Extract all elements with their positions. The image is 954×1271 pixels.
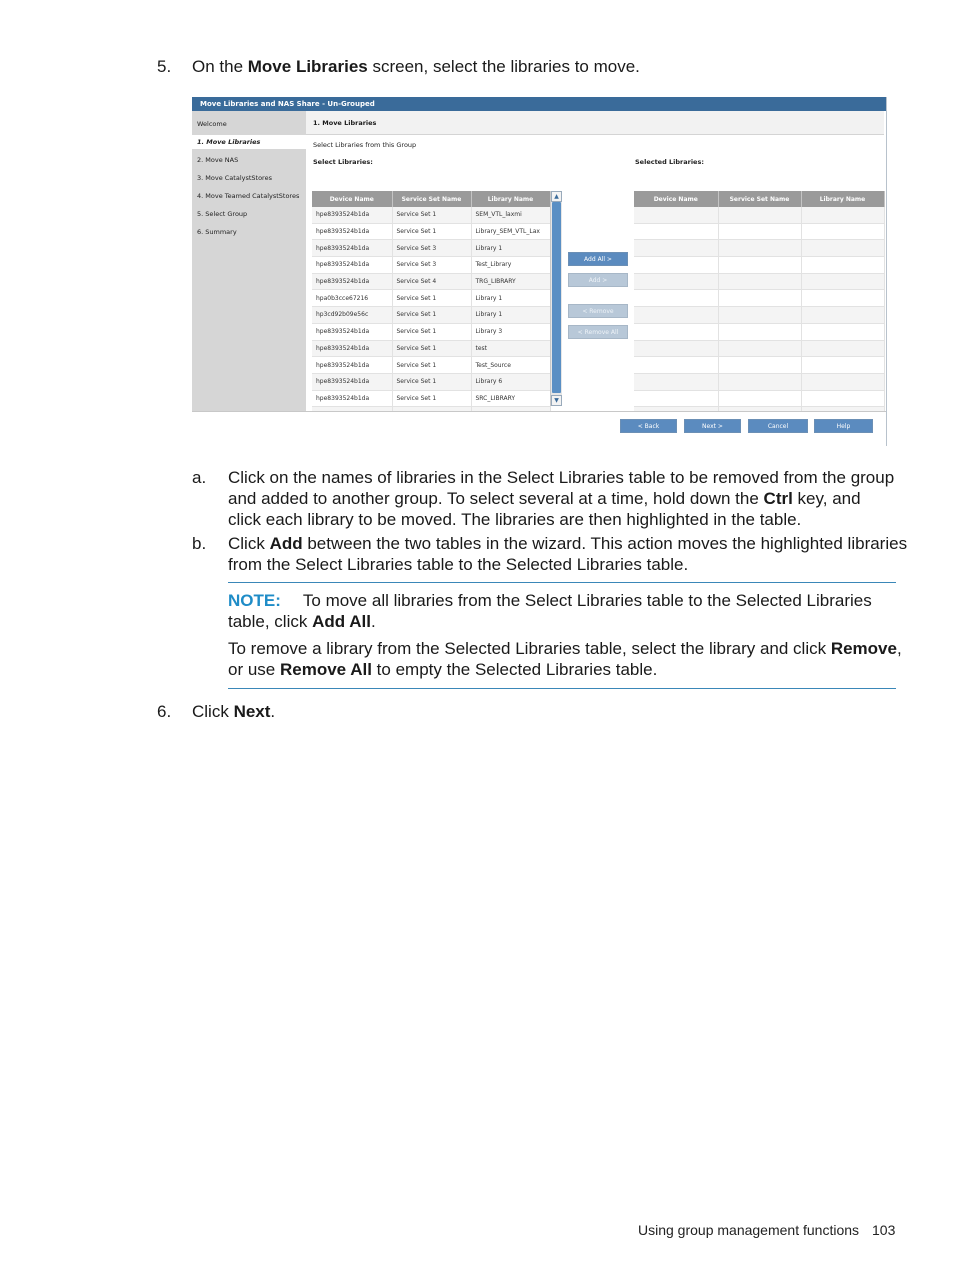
table-cell[interactable]: Library 3 (471, 323, 550, 340)
empty-table-row (634, 223, 884, 240)
table-cell[interactable]: Service Set 1 (392, 290, 471, 307)
substep-line: click each library to be moved. The libraries are then highlighted in the table. (228, 510, 802, 529)
empty-table-row (634, 323, 884, 340)
table-cell (718, 307, 801, 324)
table-cell[interactable]: Service Set 1 (392, 307, 471, 324)
text: , (896, 639, 902, 658)
column-header[interactable]: Library Name (801, 191, 884, 207)
table-cell (718, 340, 801, 357)
empty-table-row (634, 290, 884, 307)
table-cell (801, 290, 884, 307)
nav-item-summary[interactable]: 6. Summary (197, 228, 237, 236)
table-cell (634, 357, 718, 374)
remove-button[interactable]: < Remove (568, 304, 628, 318)
add-all-button[interactable]: Add All > (568, 252, 628, 266)
ui-term: Remove All (279, 660, 372, 679)
table-cell (801, 273, 884, 290)
table-cell (801, 373, 884, 390)
text: On the (192, 57, 248, 76)
column-header[interactable]: Service Set Name (718, 191, 801, 207)
table-cell[interactable]: Test_Source (471, 357, 550, 374)
empty-table-row (634, 390, 884, 407)
table-cell[interactable]: Library 6 (471, 373, 550, 390)
ui-term: Remove (830, 639, 897, 658)
substep-line: from the Select Libraries table to the Selected Libraries table. (228, 555, 689, 574)
nav-item-move-nas[interactable]: 2. Move NAS (197, 156, 239, 164)
table-row[interactable] (312, 357, 550, 374)
table-cell[interactable]: hpe8393524b1da (312, 207, 392, 223)
key-name: Ctrl (763, 489, 793, 508)
select-libraries-table (312, 191, 551, 424)
table-cell[interactable]: Service Set 1 (392, 207, 471, 223)
wizard-main (306, 111, 884, 411)
table-cell (718, 223, 801, 240)
column-header[interactable]: Service Set Name (392, 191, 471, 207)
text: and added to another group. To select several at a time, hold down the (228, 489, 764, 508)
note-line (228, 611, 376, 632)
table-cell (718, 323, 801, 340)
empty-table-row (634, 257, 884, 274)
table-cell[interactable]: Service Set 4 (392, 273, 471, 290)
table-cell[interactable]: hpe8393524b1da (312, 323, 392, 340)
substep-line: Click on the names of libraries in the Select Libraries table to be removed from the group (228, 468, 895, 487)
scroll-up-icon[interactable]: ▲ (551, 191, 562, 202)
table-row[interactable] (312, 257, 550, 274)
note-label: NOTE: (228, 591, 281, 610)
footer-section-title: Using group management functions (638, 1222, 860, 1238)
nav-item-welcome[interactable]: Welcome (197, 120, 227, 128)
note-line (228, 638, 902, 659)
table-row[interactable] (312, 340, 550, 357)
table-cell[interactable]: hpe8393524b1da (312, 240, 392, 257)
text: . (370, 612, 376, 631)
table-scrollbar[interactable] (550, 191, 562, 406)
wizard-screenshot (192, 97, 887, 446)
text: . (270, 702, 276, 721)
table-cell[interactable]: Service Set 1 (392, 390, 471, 407)
next-button[interactable]: Next > (684, 419, 741, 433)
text: Click (192, 702, 234, 721)
help-button[interactable]: Help (814, 419, 873, 433)
table-cell (718, 240, 801, 257)
wizard-step-heading: 1. Move Libraries (306, 111, 884, 135)
table-cell[interactable]: hpe8393524b1da (312, 390, 392, 407)
empty-table-row (634, 307, 884, 324)
empty-table-row (634, 340, 884, 357)
table-cell (634, 207, 718, 223)
nav-item-move-catalyststores[interactable]: 3. Move CatalystStores (197, 174, 272, 182)
step-text (192, 701, 275, 722)
table-cell[interactable]: Service Set 1 (392, 357, 471, 374)
table-cell (634, 373, 718, 390)
ui-term: Add (269, 534, 303, 553)
table-cell (634, 307, 718, 324)
text: Click (228, 534, 270, 553)
table-cell (801, 323, 884, 340)
table-cell (718, 207, 801, 223)
text: key, and (792, 489, 861, 508)
step-number: 6. (157, 702, 172, 721)
table-cell[interactable]: SEM_VTL_laxmi (471, 207, 550, 223)
table-cell (634, 273, 718, 290)
table-row[interactable] (312, 207, 550, 223)
table-cell (801, 240, 884, 257)
step-number: 5. (157, 57, 172, 76)
back-button[interactable]: < Back (620, 419, 677, 433)
wizard-title: Move Libraries and NAS Share - Un-Grouped (192, 97, 886, 111)
nav-item-select-group[interactable]: 5. Select Group (197, 210, 248, 218)
table-cell[interactable]: hpa0b3cce67216 (312, 290, 392, 307)
table-cell[interactable]: TRG_LIBRARY (471, 273, 550, 290)
text: To remove a library from the Selected Libraries table, select the library and click (228, 639, 831, 658)
note-line (228, 659, 657, 680)
table-cell (718, 357, 801, 374)
table-cell[interactable]: Library_SEM_VTL_Lax (471, 223, 550, 240)
table-cell (718, 390, 801, 407)
table-cell[interactable]: Service Set 3 (392, 257, 471, 274)
text: To move all libraries from the Select Libraries table to the Selected Libraries (302, 591, 872, 610)
table-cell[interactable]: test (471, 340, 550, 357)
table-cell[interactable]: hp3cd92b09e56c (312, 307, 392, 324)
table-cell (801, 257, 884, 274)
table-cell (634, 323, 718, 340)
scroll-thumb[interactable] (552, 202, 561, 393)
column-header[interactable]: Device Name (312, 191, 392, 207)
note-box (228, 582, 902, 689)
table-cell[interactable]: hpe8393524b1da (312, 273, 392, 290)
substep-line (228, 488, 861, 509)
table-cell (801, 357, 884, 374)
text: table, click (228, 612, 313, 631)
nav-item-move-libraries[interactable]: 1. Move Libraries (192, 135, 306, 149)
table-cell (801, 307, 884, 324)
table-cell (718, 273, 801, 290)
table-row[interactable] (312, 290, 550, 307)
empty-table-row (634, 373, 884, 390)
ui-term: Add All (312, 612, 371, 631)
table-cell (718, 373, 801, 390)
table-cell (634, 340, 718, 357)
table-cell (718, 290, 801, 307)
nav-item-move-teamed-catalyststores[interactable]: 4. Move Teamed CatalystStores (197, 192, 300, 200)
table-row[interactable] (312, 223, 550, 240)
table-cell (801, 340, 884, 357)
text: between the two tables in the wizard. This action moves the highlighted libraries (302, 534, 908, 553)
empty-table-row (634, 240, 884, 257)
selected-libraries-label: Selected Libraries: (635, 158, 704, 166)
ui-term: Move Libraries (247, 57, 368, 76)
table-row[interactable] (312, 240, 550, 257)
text: to empty the Selected Libraries table. (371, 660, 658, 679)
table-row[interactable] (312, 323, 550, 340)
column-header[interactable]: Device Name (634, 191, 718, 207)
select-libraries-label: Select Libraries: (313, 158, 373, 166)
substep-line (228, 533, 907, 554)
table-cell[interactable]: Service Set 3 (392, 240, 471, 257)
cancel-button[interactable]: Cancel (748, 419, 808, 433)
table-cell[interactable]: hpe8393524b1da (312, 357, 392, 374)
table-cell (634, 257, 718, 274)
table-cell[interactable]: Test_Library (471, 257, 550, 274)
substep-marker: b. (192, 534, 207, 553)
table-cell[interactable]: Library 1 (471, 290, 550, 307)
table-cell[interactable]: Service Set 1 (392, 323, 471, 340)
wizard-footer (192, 411, 886, 446)
substep-marker: a. (192, 468, 207, 487)
table-cell (801, 207, 884, 223)
table-cell (801, 390, 884, 407)
table-cell[interactable]: Library 1 (471, 240, 550, 257)
table-cell[interactable]: Library 1 (471, 307, 550, 324)
table-cell (634, 240, 718, 257)
empty-table-row (634, 357, 884, 374)
table-cell[interactable]: hpe8393524b1da (312, 340, 392, 357)
page-number: 103 (872, 1222, 896, 1238)
table-cell[interactable]: hpe8393524b1da (312, 373, 392, 390)
table-row[interactable] (312, 307, 550, 324)
text: screen, select the libraries to move. (367, 57, 640, 76)
table-cell (634, 223, 718, 240)
table-cell[interactable]: Service Set 1 (392, 340, 471, 357)
column-header[interactable]: Library Name (471, 191, 550, 207)
table-cell (718, 257, 801, 274)
wizard-nav (192, 111, 306, 411)
table-cell[interactable]: hpe8393524b1da (312, 223, 392, 240)
empty-table-row (634, 207, 884, 223)
table-row[interactable] (312, 373, 550, 390)
empty-table-row (634, 273, 884, 290)
table-cell (801, 223, 884, 240)
table-cell[interactable]: hpe8393524b1da (312, 257, 392, 274)
table-cell[interactable]: Service Set 1 (392, 373, 471, 390)
selected-libraries-table (634, 191, 885, 424)
table-cell[interactable]: Service Set 1 (392, 223, 471, 240)
note-line (228, 590, 872, 611)
step-text (192, 56, 640, 77)
add-button[interactable]: Add > (568, 273, 628, 287)
scroll-down-icon[interactable]: ▼ (551, 395, 562, 406)
instruction-text: Select Libraries from this Group (313, 141, 417, 149)
table-row[interactable] (312, 390, 550, 407)
remove-all-button[interactable]: < Remove All (568, 325, 628, 339)
table-row[interactable] (312, 273, 550, 290)
table-cell[interactable]: SRC_LIBRARY (471, 390, 550, 407)
table-cell (634, 390, 718, 407)
table-cell (634, 290, 718, 307)
ui-term: Next (233, 702, 271, 721)
text: or use (228, 660, 280, 679)
